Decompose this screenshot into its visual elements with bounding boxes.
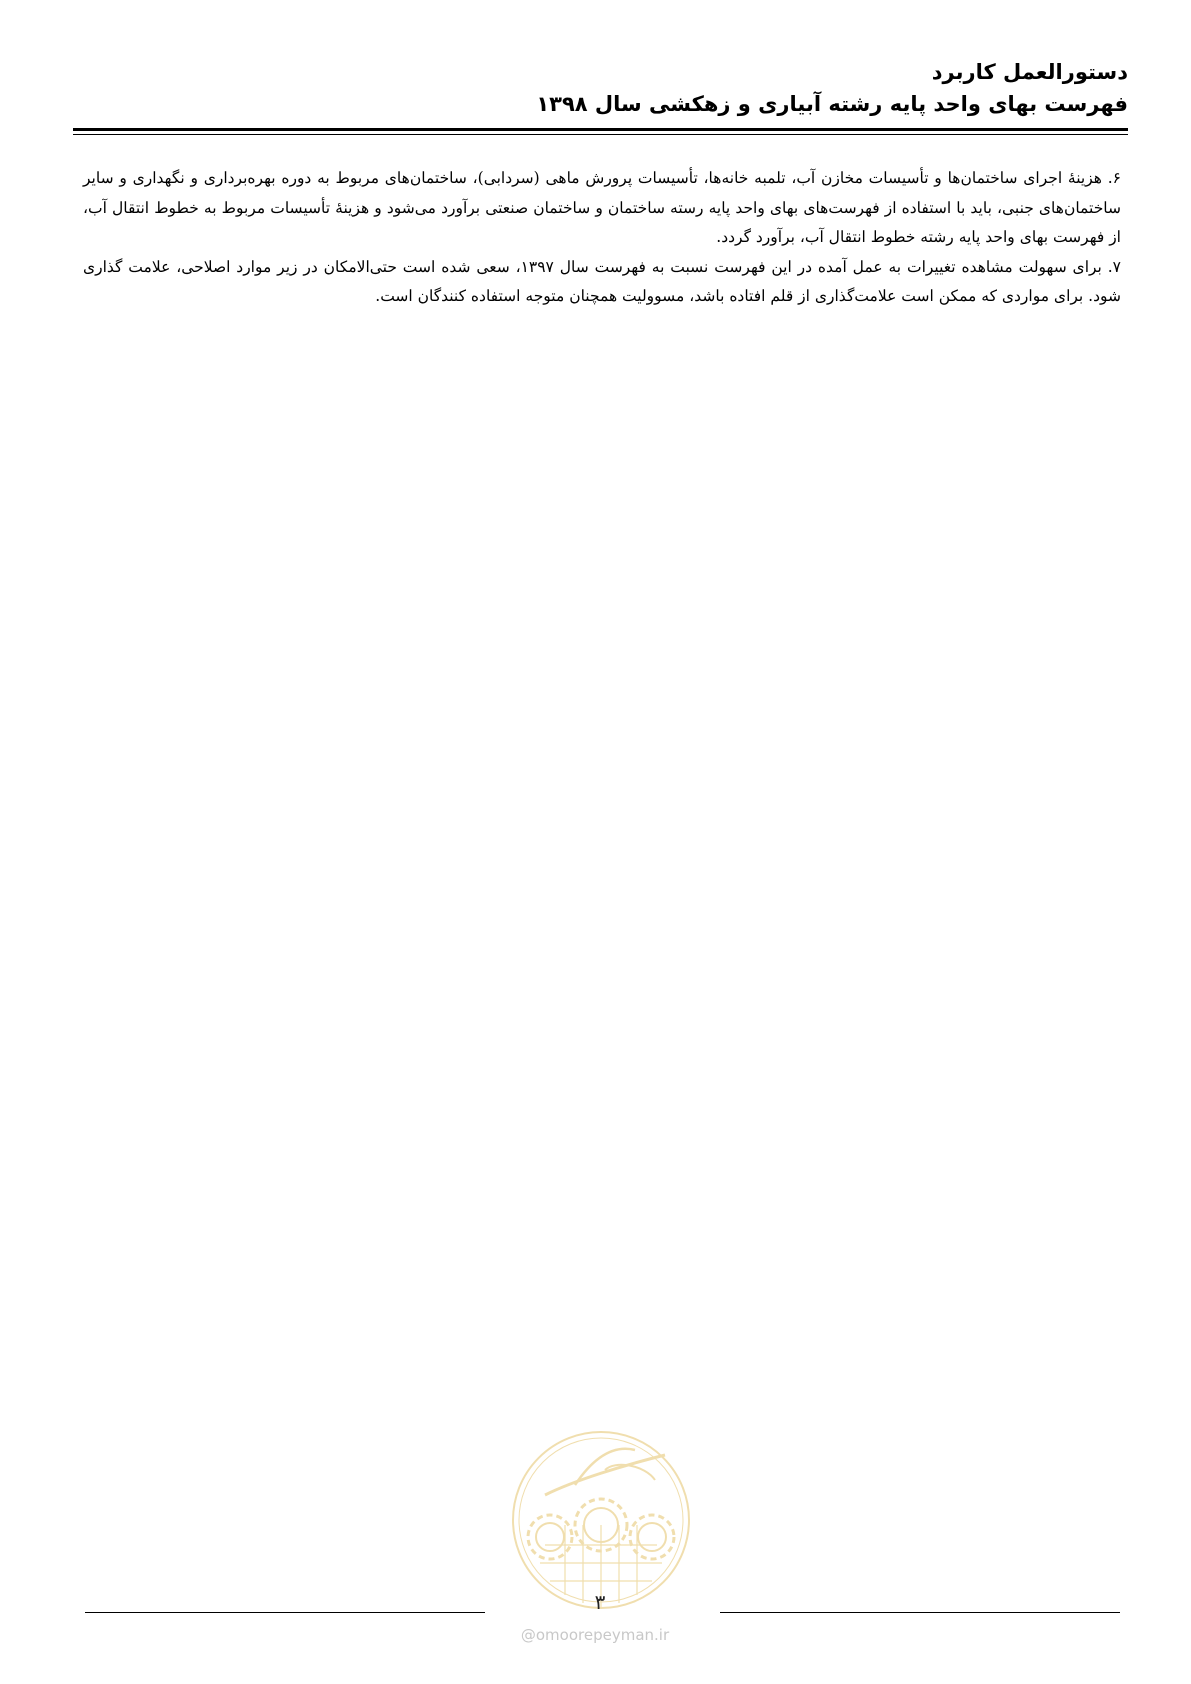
page-header [76,56,1128,120]
header-rule-thin [73,134,1128,135]
header-rule-thick [73,128,1128,131]
website-watermark: @omoorepeyman.ir [520,1626,670,1644]
footer-rule-right [720,1612,1120,1613]
document-title: دستورالعمل کاربرد [931,60,1128,84]
omoorepeyman-logo-icon [505,1425,697,1615]
body-content [83,164,1121,312]
paragraph-7: ۷. برای سهولت مشاهده تغییرات به عمل آمده در این فهرست نسبت به فهرست سال ۱۳۹۷، سعی شده است حتی‌الامکان در زیر موارد اصلاحی، علامت گذاری شود. برای مواردی که ممکن است علامت‌گذاری از قلم افتاده باشد، مسوولیت همچنان متوجه استفاده کنندگان است. [83,257,1121,305]
footer-rule-left [85,1612,485,1613]
watermark-logo [505,1425,697,1615]
document-subtitle: فهرست بهای واحد پایه رشته آبیاری و زهکشی سال ۱۳۹۸ [536,92,1128,116]
paragraph-6: ۶. هزینهٔ اجرای ساختمان‌ها و تأسیسات مخازن آب، تلمبه خانه‌ها، تأسیسات پرورش ماهی (سردابی)، ساختمان‌های مربوط به دوره بهره‌برداری و نگهداری و سایر ساختمان‌های جنبی، باید با استفاده از فهرست‌های بهای واحد پایه رسته ساختمان و ساختمان صنعتی برآورد می‌شود و هزینهٔ تأسیسات مربوط به خطوط انتقال آب، از فهرست بهای واحد پایه رشته خطوط انتقال آب، برآورد گردد. [83,169,1121,246]
page-number: ۳ [594,1590,606,1614]
